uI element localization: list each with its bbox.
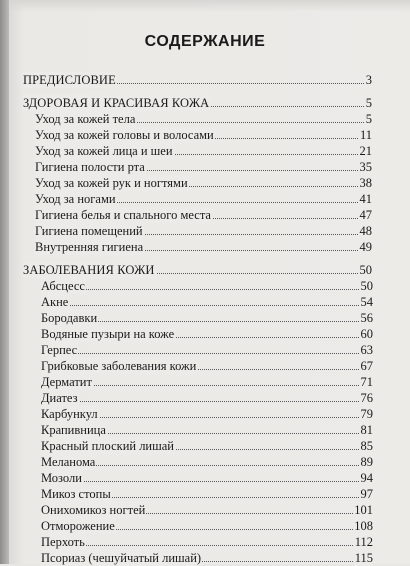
- toc-entry-page: 5: [365, 96, 372, 110]
- toc-entry: [35, 191, 372, 207]
- toc-entry-page: 21: [359, 144, 372, 158]
- toc-entry: [41, 390, 373, 406]
- toc-entry: [35, 207, 372, 223]
- toc-entry-page: 54: [360, 295, 373, 309]
- toc-entry-label: Карбункул: [41, 407, 98, 421]
- toc-entry-page: 94: [360, 471, 373, 485]
- toc-entry-label: Уход за кожей рук и ногтями: [35, 176, 188, 190]
- toc-entry-label: Гигиена белья и спального места: [35, 208, 211, 222]
- toc-entry-label: Водяные пузыри на коже: [41, 327, 175, 341]
- toc-entry-page: 41: [359, 192, 372, 206]
- toc-entry: [35, 127, 372, 143]
- toc-entry: [41, 342, 373, 358]
- dot-leader: [41, 401, 373, 402]
- toc-entry-page: 5: [365, 112, 372, 126]
- toc-entry-label: ПРЕДИСЛОВИЕ: [23, 73, 116, 87]
- toc-entry-page: 67: [360, 359, 373, 373]
- dot-leader: [41, 353, 373, 354]
- toc-entry-page: 79: [360, 407, 373, 421]
- toc-entry-page: 97: [360, 487, 373, 501]
- toc-entry-label: Акне: [41, 295, 69, 309]
- toc-entry: [41, 438, 373, 454]
- toc-entry-label: Онихомикоз ногтей: [41, 503, 146, 517]
- toc-entry-label: Диатез: [41, 391, 78, 405]
- toc-entry-label: Микоз стопы: [41, 487, 111, 501]
- toc-entry-page: 38: [359, 176, 372, 190]
- toc-entry-page: 60: [360, 327, 373, 341]
- toc-entry-label: Гигиена полости рта: [35, 160, 145, 174]
- dot-leader: [41, 289, 373, 290]
- toc-entry-page: 48: [359, 224, 372, 238]
- toc-entry-label: ЗДОРОВАЯ И КРАСИВАЯ КОЖА: [23, 96, 210, 110]
- toc-entry: [41, 310, 373, 326]
- toc-entry-page: 108: [354, 519, 373, 533]
- toc-entry-page: 35: [359, 160, 372, 174]
- dot-leader: [41, 545, 373, 546]
- toc-entry: [41, 486, 373, 502]
- toc-entry-label: Перхоть: [41, 535, 85, 549]
- toc-entry-label: ЗАБОЛЕВАНИЯ КОЖИ: [23, 263, 155, 277]
- toc-entry-label: Абсцесс: [41, 279, 85, 293]
- toc-entry: [35, 239, 372, 255]
- toc-entry-label: Дерматит: [41, 375, 92, 389]
- toc-section-entry: [23, 262, 372, 278]
- toc-entry-label: Мозоли: [41, 471, 82, 485]
- toc-entry-page: 76: [360, 391, 373, 405]
- toc-entry-page: 56: [360, 311, 373, 325]
- toc-entry-page: 11: [359, 128, 372, 142]
- toc-entry: [41, 470, 373, 486]
- toc-entry: [41, 406, 373, 422]
- toc-entry-page: 63: [360, 343, 373, 357]
- toc-section-entry: [23, 95, 372, 111]
- toc-entry-page: 47: [359, 208, 372, 222]
- toc-entry: [35, 175, 372, 191]
- toc-entry-label: Меланома: [41, 455, 96, 469]
- toc-entry-label: Герпес: [41, 343, 78, 357]
- toc-entry-page: 50: [360, 279, 373, 293]
- toc-entry: [41, 454, 373, 470]
- toc-entry-page: 71: [360, 375, 373, 389]
- toc-entry-label: Уход за кожей тела: [35, 112, 136, 126]
- toc-entry-page: 81: [360, 423, 373, 437]
- toc-entry: [35, 159, 372, 175]
- toc-entry-label: Псориаз (чешуйчатый лишай): [41, 551, 202, 565]
- toc-entry: [41, 294, 373, 310]
- toc-entry-label: Бородавки: [41, 311, 98, 325]
- toc-entry: [41, 278, 373, 294]
- toc-entry: [41, 326, 373, 342]
- toc-entry: [35, 223, 372, 239]
- toc-section-entry: [23, 72, 372, 88]
- toc-entry-page: 49: [359, 240, 372, 254]
- toc-entry-label: Уход за кожей лица и шеи: [35, 144, 173, 158]
- toc-entry: [41, 502, 373, 518]
- toc-entry: [41, 534, 373, 550]
- toc-entry-label: Отморожение: [41, 519, 115, 533]
- toc-entry-label: Красный плоский лишай: [41, 439, 174, 453]
- toc-entry-label: Гигиена помещений: [35, 224, 143, 238]
- toc-entry-page: 101: [354, 503, 373, 517]
- toc-entry-page: 115: [354, 551, 373, 565]
- toc-entry-label: Уход за кожей головы и волосами: [35, 128, 214, 142]
- toc-entry-label: Крапивница: [41, 423, 106, 437]
- toc-entry: [41, 422, 373, 438]
- toc-entry-page: 50: [359, 263, 372, 277]
- toc-entry: [41, 358, 373, 374]
- toc-entry-page: 3: [365, 73, 372, 87]
- toc-entry-label: Внутренняя гигиена: [35, 240, 144, 254]
- dot-leader: [41, 481, 373, 482]
- toc-entry-label: Грибковые заболевания кожи: [41, 359, 197, 373]
- toc-entry-page: 85: [360, 439, 373, 453]
- toc-entry-page: 112: [354, 535, 373, 549]
- toc-entry: [35, 143, 372, 159]
- toc-entry: [41, 518, 373, 534]
- page-title: СОДЕРЖАНИЕ: [144, 33, 266, 50]
- toc-entry-label: Уход за ногами: [35, 192, 116, 206]
- toc-entry-page: 89: [360, 455, 373, 469]
- dot-leader: [41, 305, 373, 306]
- toc-entry: [41, 374, 373, 390]
- toc-entry: [35, 111, 372, 127]
